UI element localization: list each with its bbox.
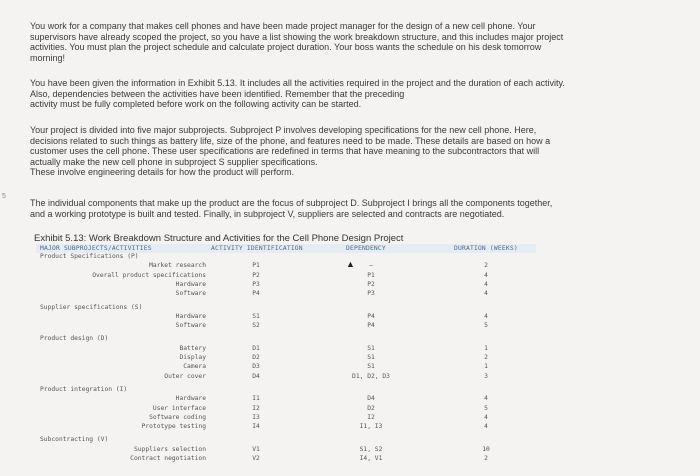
activity-id: P2: [252, 271, 260, 279]
activity-dependency: P4: [367, 312, 375, 320]
activity-duration: 3: [484, 372, 488, 380]
header-dependency: DEPENDENCY: [346, 245, 386, 252]
header-duration: DURATION (WEEKS): [454, 245, 518, 252]
exhibit-info-paragraph: [30, 78, 650, 110]
activity-id: S1: [252, 312, 260, 320]
subproject-group-label: Subcontracting (V): [40, 436, 109, 444]
activity-duration: 2: [484, 262, 488, 270]
intro-paragraph: [30, 21, 650, 63]
activity-label: Market research: [149, 262, 206, 270]
subproject-group-label: Product Specifications (P): [40, 253, 139, 260]
activity-dependency: I2: [367, 413, 375, 421]
activity-label: Battery: [179, 344, 206, 352]
paragraph-line: customer uses the cell phone. These user specifications are redefined in terms that have meaning to the subcontractors that will: [30, 146, 540, 157]
activity-label: Hardware: [175, 312, 206, 320]
activity-duration: 10: [482, 445, 490, 453]
paragraph-line: activity must be fully completed before work on the following activity can be started.: [30, 99, 362, 110]
activity-id: P3: [252, 280, 260, 288]
paragraph-line: Also, dependencies between the activities have been identified. Remember that the preceding: [30, 88, 405, 99]
activity-id: D4: [252, 372, 260, 380]
paragraph-line: morning!: [30, 52, 66, 63]
paragraph-line: activities. You must plan the project schedule and calculate project duration. Your boss wants the schedule on his desk tomorrow: [30, 42, 542, 53]
activity-duration: 4: [484, 395, 488, 403]
paragraph-line: You work for a company that makes cell phones and have been made project manager for the design of a new cell phone. Your: [30, 21, 536, 31]
wbs-table: [36, 244, 536, 470]
table-header: [36, 244, 536, 253]
mouse-cursor-icon: ▲: [346, 259, 355, 269]
activity-label: Software: [175, 290, 206, 298]
paragraph-line: and a working prototype is built and tested. Finally, in subproject V, suppliers are selected and contracts are negotiated.: [30, 208, 505, 219]
activity-dependency: I1, I3: [359, 423, 383, 431]
activity-duration: 5: [484, 404, 488, 412]
activity-duration: 2: [484, 455, 488, 462]
activity-duration: 4: [484, 280, 488, 288]
activity-dependency: D1, D2, D3: [352, 372, 390, 380]
activity-duration: 4: [484, 312, 488, 320]
activity-dependency: P3: [367, 290, 375, 298]
activity-id: D1: [252, 344, 260, 352]
header-activities: MAJOR SUBPROJECTS/ACTIVITIES: [40, 245, 152, 252]
activity-duration: 5: [484, 322, 488, 330]
activity-dependency: –: [369, 262, 373, 270]
activity-duration: 4: [484, 271, 488, 279]
activity-dependency: I4, V1: [359, 455, 383, 462]
activity-id: V2: [252, 455, 260, 462]
activity-dependency: D2: [367, 404, 375, 412]
activity-id: I2: [252, 404, 260, 412]
activity-duration: 1: [484, 344, 488, 352]
activity-label: Prototype testing: [141, 423, 206, 431]
activity-duration: 4: [484, 413, 488, 421]
subproject-group-label: Supplier specifications (S): [40, 303, 143, 311]
paragraph-line: supervisors have already scoped the project, so you have a list showing the work breakdown structure, and this includes major project: [30, 31, 564, 42]
paragraph-line: These involve engineering details for how the product will perform.: [30, 167, 295, 178]
activity-dependency: S1: [367, 363, 375, 371]
activity-dependency: S1: [367, 344, 375, 352]
subproject-group-label: Product integration (I): [40, 385, 128, 393]
activity-id: I3: [252, 413, 260, 421]
activity-label: Overall product specifications: [92, 271, 206, 279]
activity-id: S2: [252, 322, 260, 330]
activity-id: I4: [252, 423, 260, 431]
header-activity-id: ACTIVITY IDENTIFICATION: [211, 245, 303, 252]
activity-label: Contract negotiation: [130, 455, 206, 462]
activity-dependency: P4: [367, 322, 375, 330]
activity-label: Display: [179, 354, 206, 361]
activity-label: User interface: [152, 404, 206, 412]
activity-label: Camera: [183, 363, 206, 371]
activity-dependency: S1, S2: [359, 445, 383, 453]
paragraph-line: You have been given the information in Exhibit 5.13. It includes all the activities required in the project and the duration of each activity.: [30, 78, 565, 88]
activity-dependency: D4: [367, 395, 375, 403]
exhibit-title: Exhibit 5.13: Work Breakdown Structure and Activities for the Cell Phone Design Project: [34, 233, 404, 244]
activity-label: Hardware: [175, 395, 206, 403]
activity-id: P1: [252, 262, 260, 270]
activity-duration: 4: [484, 423, 488, 431]
activity-duration: 2: [484, 354, 488, 361]
activity-dependency: P2: [367, 280, 375, 288]
activity-id: V1: [252, 445, 260, 453]
paragraph-line: Your project is divided into five major subprojects. Subproject P involves developing specifications for the new cell phone. Here,: [30, 125, 537, 135]
activity-dependency: S1: [367, 354, 375, 361]
paragraph-line: decisions related to such things as battery life, size of the phone, and features need to be made. These details are based on how a: [30, 135, 551, 146]
activity-label: Outer cover: [164, 372, 206, 380]
activity-id: P4: [252, 290, 260, 298]
paragraph-line: actually make the new cell phone in subproject S supplier specifications.: [30, 156, 318, 167]
activity-label: Software: [175, 322, 206, 330]
subprojects-paragraph: [30, 125, 650, 178]
activity-duration: 4: [484, 290, 488, 298]
activity-id: D3: [252, 363, 260, 371]
activity-duration: 1: [484, 363, 488, 371]
activity-id: I1: [252, 395, 260, 403]
margin-mark: 5: [2, 193, 6, 200]
activity-label: Hardware: [175, 280, 206, 288]
activity-label: Software coding: [149, 413, 206, 421]
activity-label: Suppliers selection: [133, 445, 206, 453]
components-paragraph: [30, 198, 650, 219]
subproject-group-label: Product design (D): [40, 335, 109, 343]
paragraph-line: The individual components that make up the product are the focus of subproject D. Subproject I brings all the components together,: [30, 198, 553, 208]
activity-dependency: P1: [367, 271, 375, 279]
activity-id: D2: [252, 354, 260, 361]
